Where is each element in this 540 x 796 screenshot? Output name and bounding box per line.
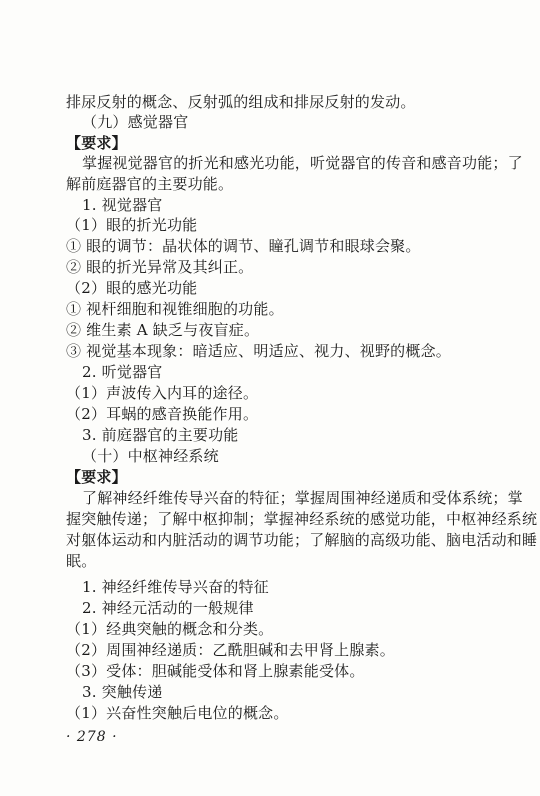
page-number: · 278 ·	[66, 729, 118, 745]
subsection-heading: 2. 听觉器官	[82, 363, 163, 381]
text-line: 握突触传递；了解中枢抑制；掌握神经系统的感觉功能，中枢神经系统	[66, 510, 538, 528]
requirement-heading: 【要求】	[66, 468, 127, 486]
text-line: 掌握视觉器官的折光和感光功能，听觉器官的传音和感音功能；了	[82, 154, 523, 172]
list-item: （1）声波传入内耳的途径。	[66, 384, 259, 402]
list-item: ① 眼的调节：晶状体的调节、瞳孔调节和眼球会聚。	[66, 237, 421, 255]
text-line: 对躯体运动和内脏活动的调节功能；了解脑的高级功能、脑电活动和睡	[66, 531, 538, 549]
list-item: ③ 视觉基本现象：暗适应、明适应、视力、视野的概念。	[66, 342, 451, 360]
list-item: （2）眼的感光功能	[66, 279, 198, 297]
section-heading: （十）中枢神经系统	[82, 447, 219, 465]
text-line: 解前庭器官的主要功能。	[66, 175, 234, 193]
subsection-heading: 3. 前庭器官的主要功能	[82, 426, 239, 444]
text-line: 排尿反射的概念、反射弧的组成和排尿反射的发动。	[66, 93, 416, 111]
text-line: 眠。	[66, 552, 97, 570]
section-heading: （九）感觉器官	[82, 113, 189, 131]
list-item: （1）经典突触的概念和分类。	[66, 620, 274, 638]
list-item: （3）受体：胆碱能受体和肾上腺素能受体。	[66, 662, 365, 680]
list-item: （1）兴奋性突触后电位的概念。	[66, 704, 289, 722]
subsection-heading: 1. 视觉器官	[82, 196, 163, 214]
list-item: ② 眼的折光异常及其纠正。	[66, 258, 254, 276]
list-item: （1）眼的折光功能	[66, 216, 198, 234]
subsection-heading: 1. 神经纤维传导兴奋的特征	[82, 578, 269, 596]
list-item: ① 视杆细胞和视锥细胞的功能。	[66, 300, 284, 318]
subsection-heading: 2. 神经元活动的一般规律	[82, 599, 254, 617]
list-item: （2）耳蜗的感音换能作用。	[66, 405, 259, 423]
list-item: ② 维生素 A 缺乏与夜盲症。	[66, 321, 260, 339]
subsection-heading: 3. 突触传递	[82, 683, 163, 701]
text-line: 了解神经纤维传导兴奋的特征；掌握周围神经递质和受体系统；掌	[82, 489, 523, 507]
requirement-heading: 【要求】	[66, 134, 127, 152]
list-item: （2）周围神经递质：乙酰胆碱和去甲肾上腺素。	[66, 641, 395, 659]
